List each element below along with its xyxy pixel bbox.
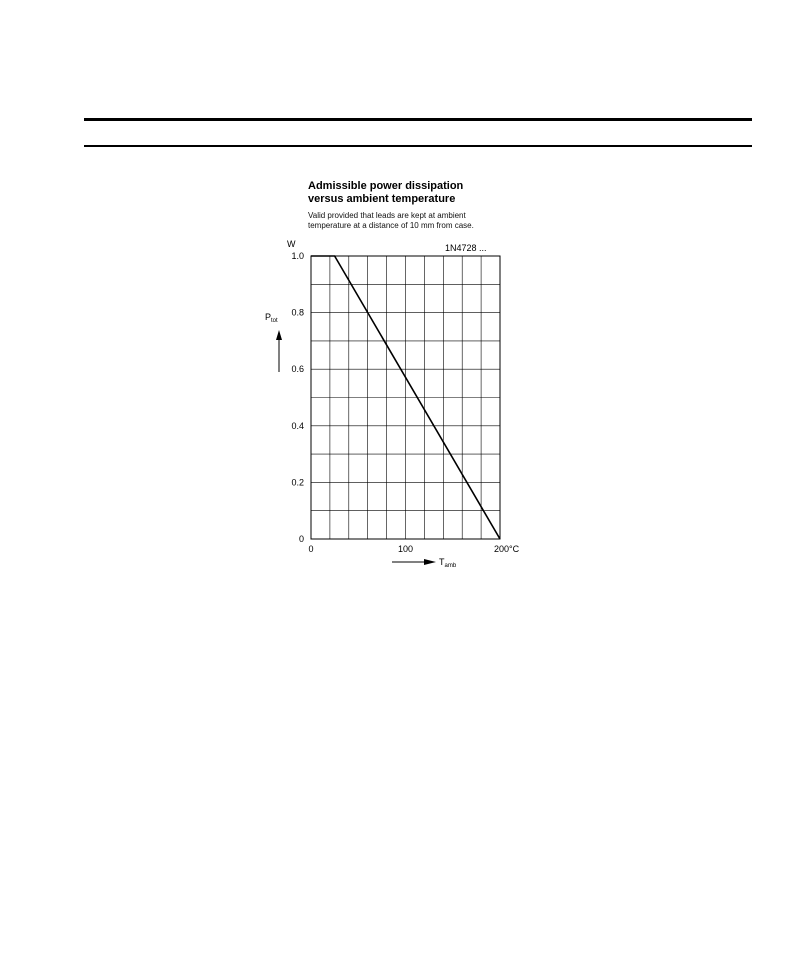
y-axis-label-sub: tot (271, 318, 278, 324)
x-axis-arrow-head (424, 559, 436, 565)
y-tick-label: 0.6 (291, 364, 304, 375)
x-axis-label-sub: amb (444, 563, 457, 569)
y-axis-label (265, 312, 278, 324)
series-label: 1N4728 ... (445, 243, 487, 253)
chart-title-line-1: Admissible power dissipation (308, 180, 464, 192)
y-tick-label: 1.0 (291, 251, 304, 261)
x-axis-label-main: T (439, 557, 445, 567)
chart-title-line-2: versus ambient temperature (308, 193, 456, 205)
y-tick-labels (291, 251, 304, 544)
chart-note-line-1: Valid provided that leads are kept at ambient (308, 211, 466, 220)
y-axis-arrow-head (276, 330, 282, 340)
y-tick-label: 0 (298, 534, 304, 544)
chart-note-line-2: temperature at a distance of 10 mm from case. (308, 221, 474, 230)
y-tick-label: 0.2 (291, 477, 304, 488)
x-axis-label (439, 557, 457, 569)
y-axis-label-main: P (265, 312, 272, 322)
y-tick-label: 0.8 (291, 307, 304, 318)
x-tick-labels (308, 544, 519, 554)
x-tick-label: 0 (308, 544, 314, 554)
y-tick-label: 0.4 (291, 420, 304, 431)
x-tick-label: 200°C (494, 544, 520, 554)
y-axis-unit: W (287, 239, 296, 249)
x-tick-label: 100 (397, 544, 414, 554)
